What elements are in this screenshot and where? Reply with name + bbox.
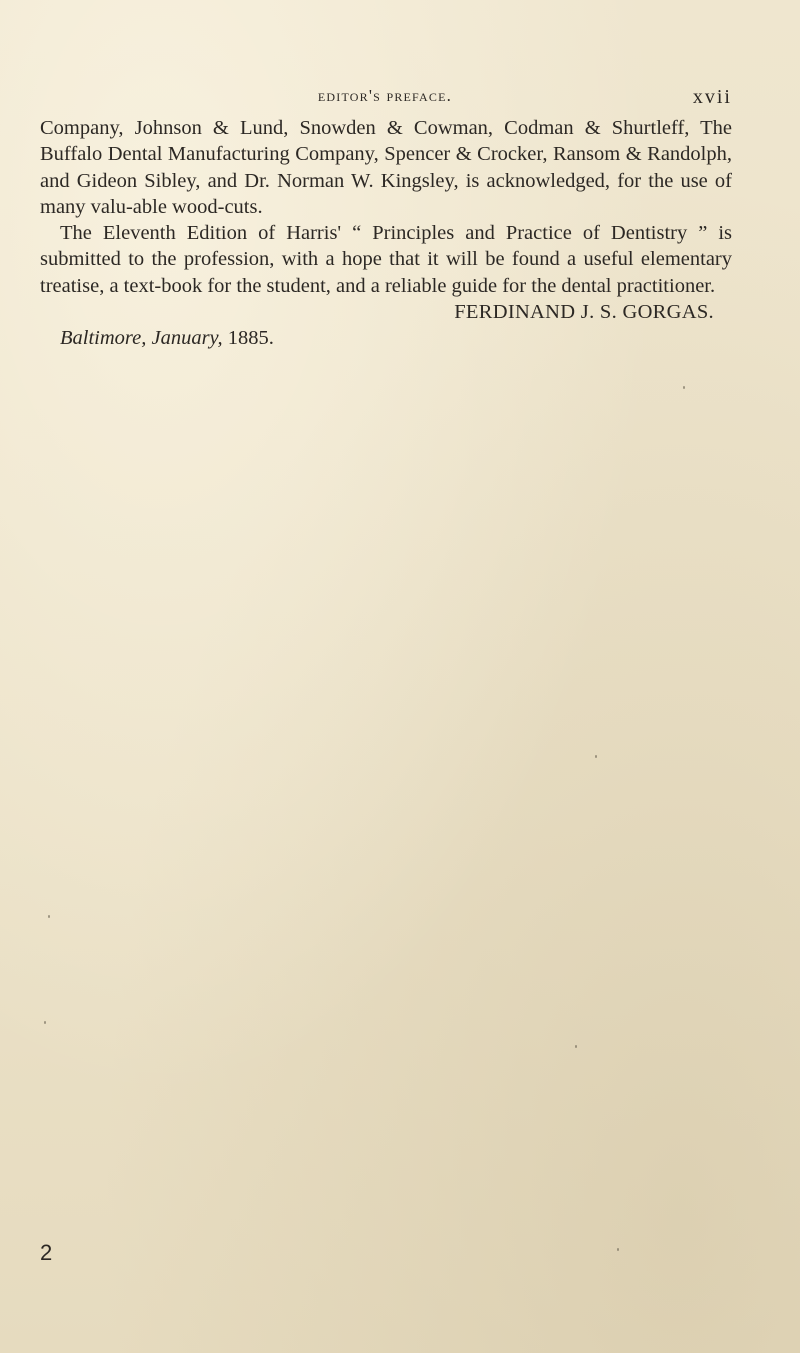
paper-speck (575, 1045, 577, 1048)
dateline (40, 325, 732, 351)
page-number: xvii (692, 86, 732, 108)
paragraph-edition: The Eleventh Edition of Harris' “ Principles and Practice of Dentistry ” is submitted to the profession, with a hope that it will be found a useful elementary treatise, a text-book for the student, and a reliable guide for the dental practitioner. (40, 222, 732, 297)
paper-speck (595, 755, 597, 758)
dateline-year: 1885. (227, 327, 274, 350)
paper-speck (48, 915, 50, 918)
printer-signature-mark: 2 (40, 1240, 53, 1265)
running-head (60, 86, 732, 112)
paper-speck (617, 1248, 619, 1251)
running-title-text: editor's preface. (317, 86, 453, 105)
paper-speck (683, 386, 685, 389)
running-title (60, 86, 710, 106)
paragraph-acknowledgments: Company, Johnson & Lund, Snowden & Cowman, Codman & Shurtleff, The Buffalo Dental Manufacturing Company, Spencer & Crocker, Ransom & Randolph, and Gideon Sibley, and Dr. Norman W. Kingsley, is acknowledged, for the use of many valu-able wood-cuts. (40, 117, 732, 218)
author-signature: FERDINAND J. S. GORGAS. (454, 301, 714, 324)
paper-speck (44, 1021, 46, 1024)
dateline-place: Baltimore, January, (60, 327, 223, 350)
preface-text (40, 115, 732, 352)
